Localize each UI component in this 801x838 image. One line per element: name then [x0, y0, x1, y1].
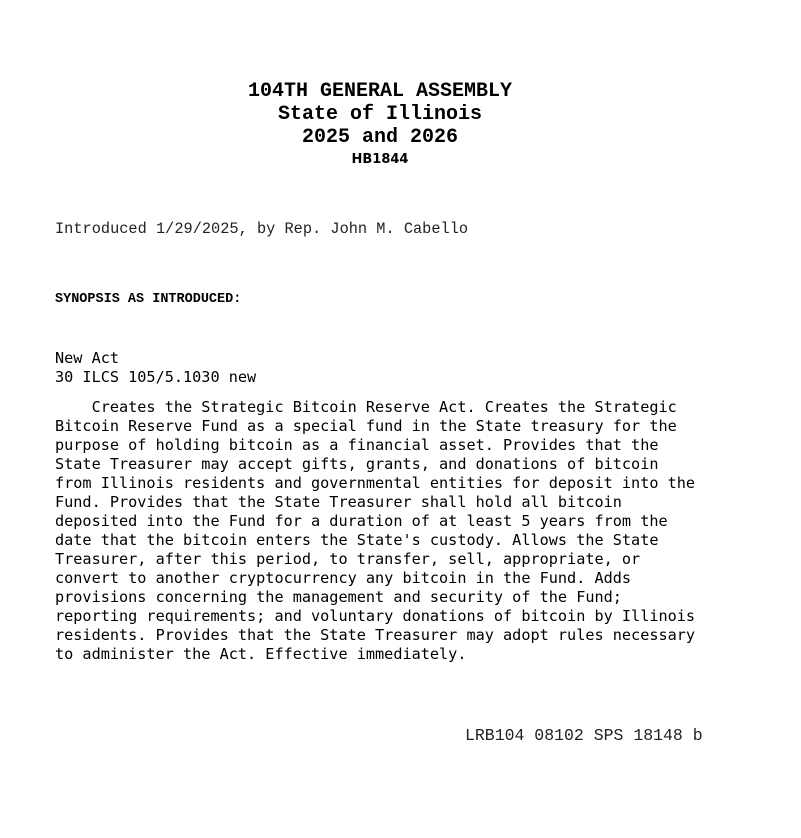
state-title: State of Illinois [277, 103, 483, 126]
statute-line: New Act [55, 349, 120, 367]
synopsis-line: State Treasurer may accept gifts, grants, and donations of bitcoin [55, 455, 659, 473]
synopsis-line: Fund. Provides that the State Treasurer shall hold all bitcoin [55, 493, 622, 511]
session-years: 2025 and 2026 [301, 126, 459, 149]
synopsis-heading: SYNOPSIS AS INTRODUCED: [55, 292, 242, 307]
introduced-line: Introduced 1/29/2025, by Rep. John M. Cabello [55, 220, 469, 238]
synopsis-line: date that the bitcoin enters the State's custody. Allows the State [55, 531, 659, 549]
synopsis-line: reporting requirements; and voluntary donations of bitcoin by Illinois [55, 607, 696, 625]
lrb-code: LRB104 08102 SPS 18148 b [465, 726, 703, 745]
synopsis-line: deposited into the Fund for a duration of at least 5 years from the [55, 512, 668, 530]
assembly-title: 104TH GENERAL ASSEMBLY [247, 80, 513, 103]
statute-references [55, 349, 256, 387]
bill-number: HB1844 [351, 152, 409, 167]
synopsis-line: Treasurer, after this period, to transfer, sell, appropriate, or [55, 550, 641, 568]
synopsis-line: provisions concerning the management and security of the Fund; [55, 588, 622, 606]
statute-line: 30 ILCS 105/5.1030 new [55, 368, 257, 386]
synopsis-text [55, 398, 695, 664]
synopsis-line: Bitcoin Reserve Fund as a special fund in the State treasury for the [55, 417, 677, 435]
synopsis-line: residents. Provides that the State Treasurer may adopt rules necessary [55, 626, 696, 644]
synopsis-line: purpose of holding bitcoin as a financial asset. Provides that the [55, 436, 659, 454]
synopsis-line: from Illinois residents and governmental entities for deposit into the [55, 474, 696, 492]
synopsis-line: to administer the Act. Effective immediately. [55, 645, 467, 663]
synopsis-line: convert to another cryptocurrency any bitcoin in the Fund. Adds [55, 569, 632, 587]
synopsis-line: Creates the Strategic Bitcoin Reserve Act. Creates the Strategic [55, 398, 677, 416]
